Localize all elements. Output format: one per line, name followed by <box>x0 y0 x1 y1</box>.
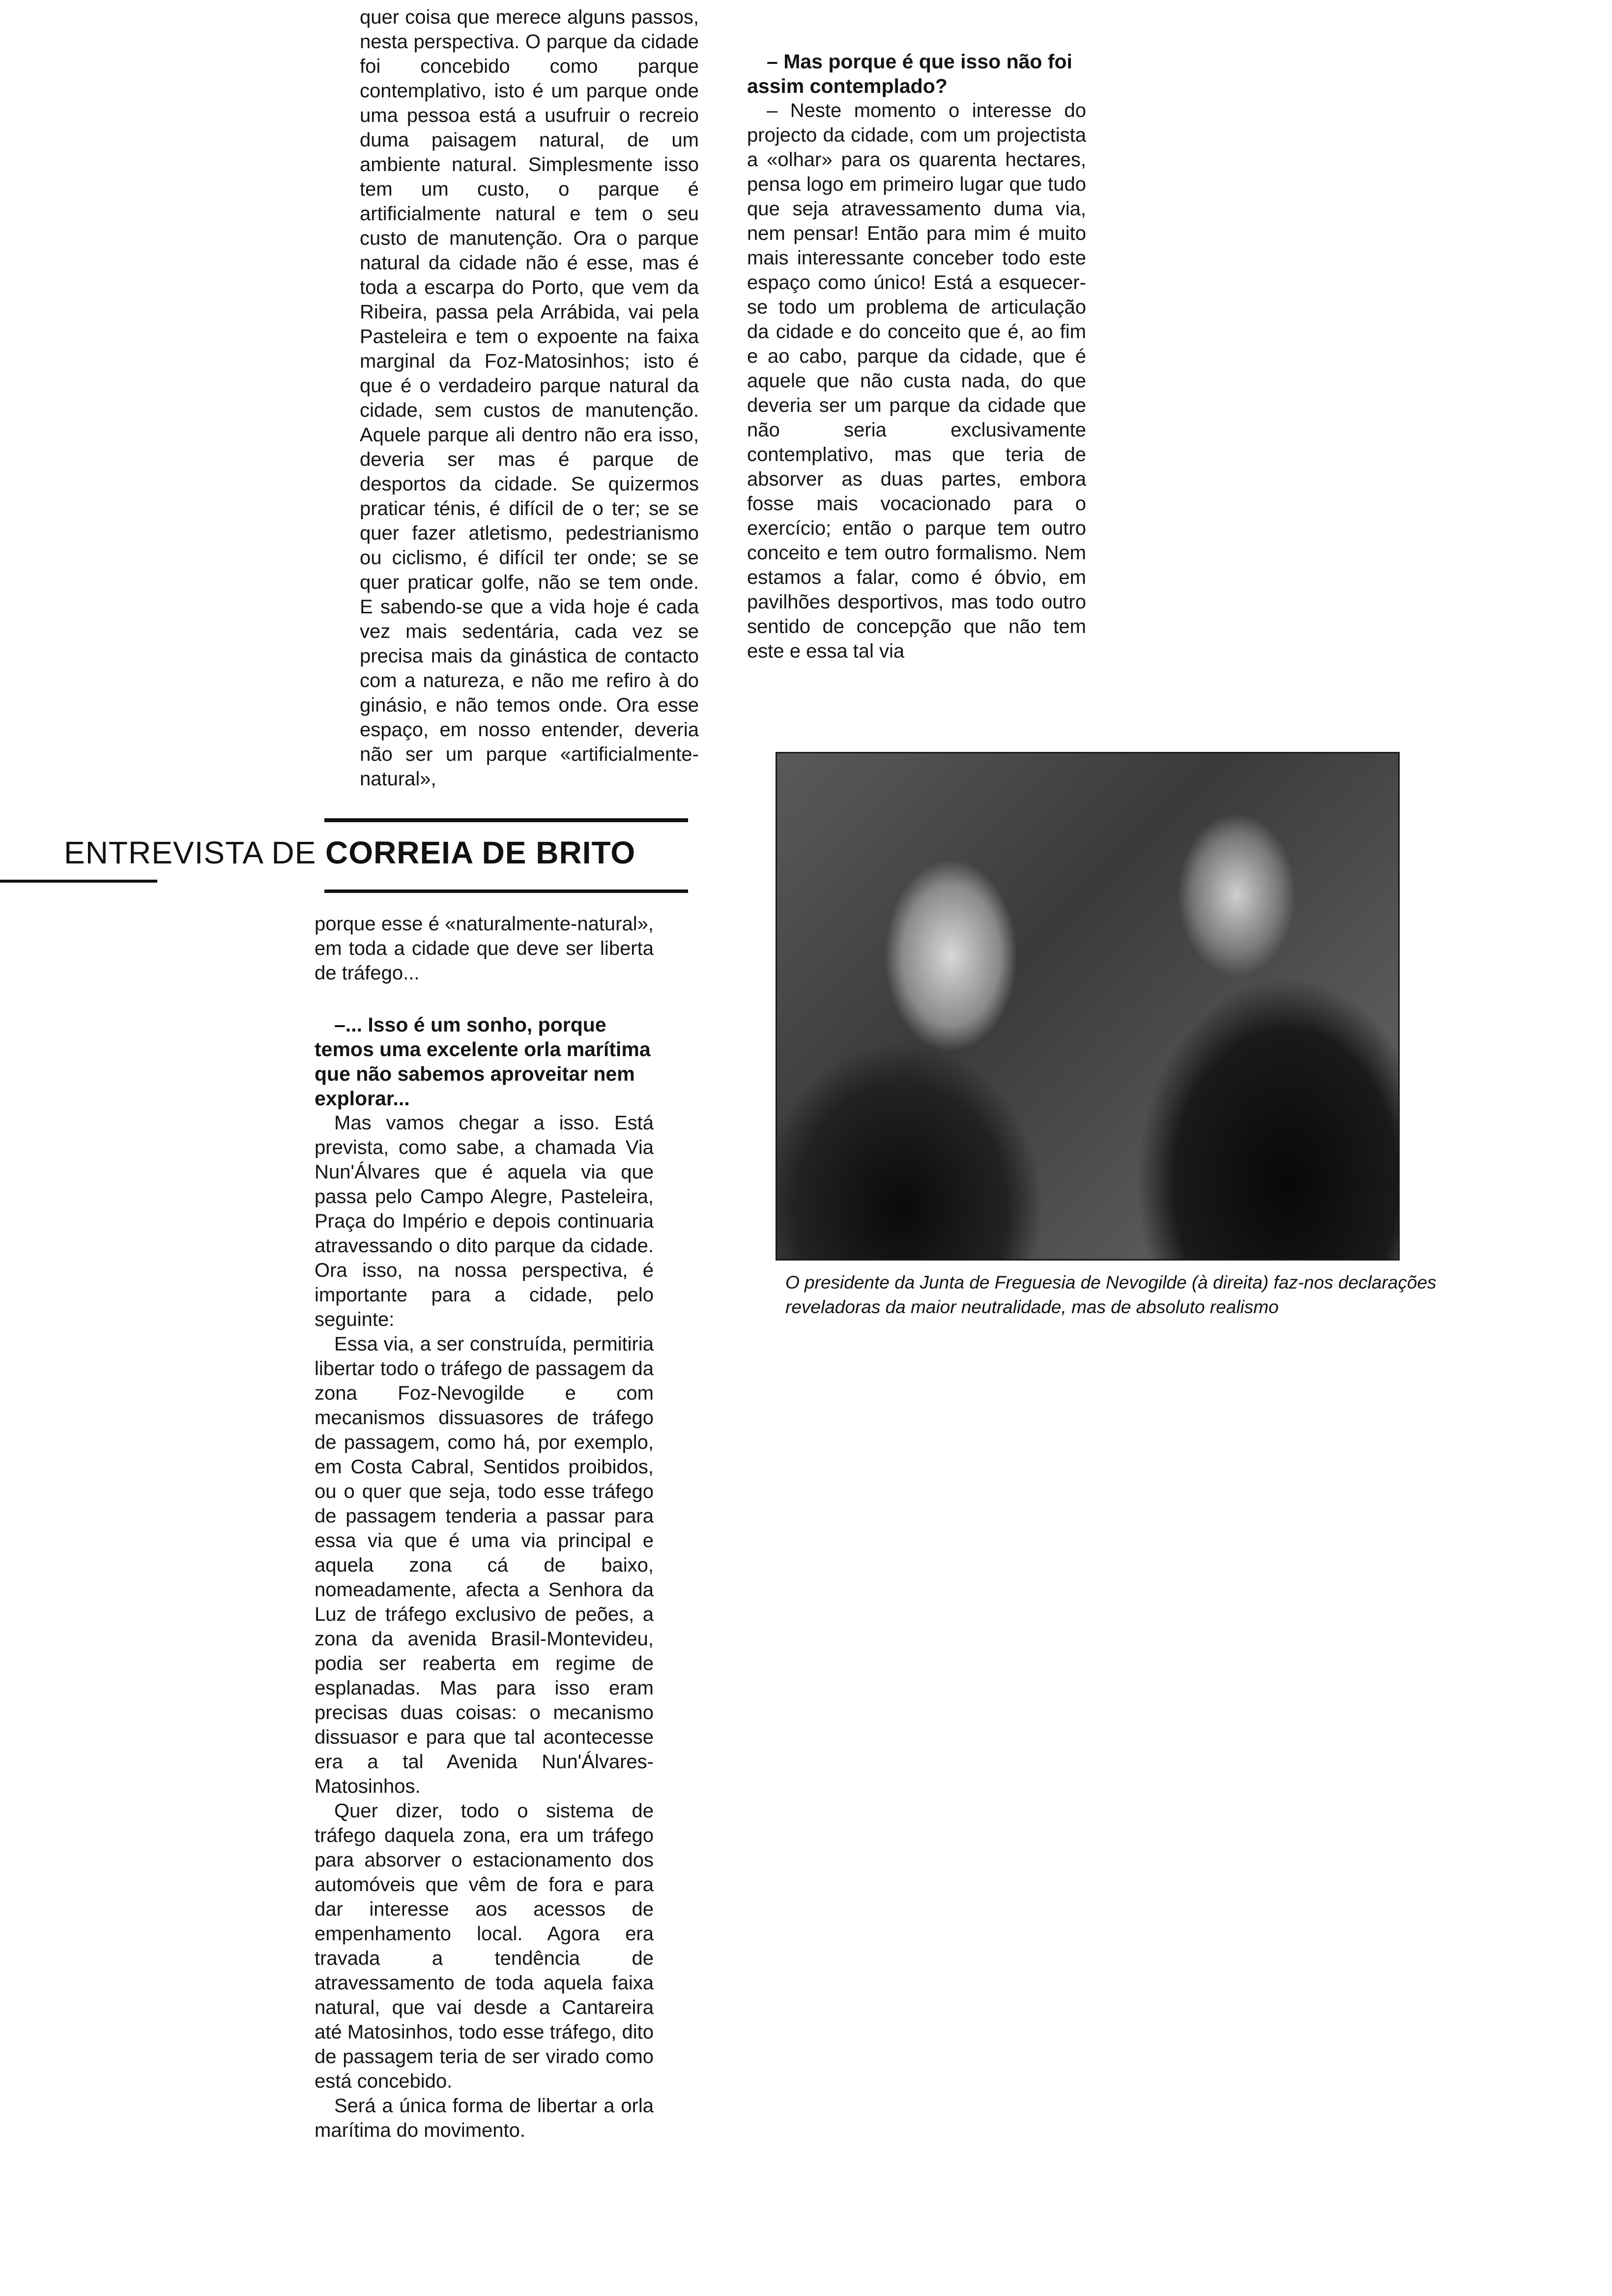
divider-rule-left <box>0 880 157 883</box>
article-column-bottom <box>315 912 654 2143</box>
article-column-top-left <box>360 5 699 791</box>
article-column-top-right <box>747 49 1086 663</box>
interview-question: –... Isso é um sonho, porque temos uma excelente orla marítima que não sabemos aproveitar nem explorar... <box>315 1013 651 1110</box>
interview-question: – Mas porque é que isso não foi assim contemplado? <box>747 50 1072 97</box>
paragraph: Será a única forma de libertar a orla marítima do movimento. <box>315 2095 654 2141</box>
paragraph: Mas vamos chegar a isso. Está prevista, como sabe, a chamada Via Nun'Álvares que é aquela via que passa pelo Campo Alegre, Pasteleira, Praça do Império e depois continuaria atravessando o dito parque da cidade. Ora isso, na nossa perspectiva, é importante para a cidade, pelo seguinte: <box>315 1112 654 1330</box>
news-photo <box>776 752 1400 1261</box>
paragraph: Quer dizer, todo o sistema de tráfego daquela zona, era um tráfego para absorver o estacionamento dos automóveis que vêm de fora e para dar interesse aos acessos de empenhamento local. Agora era travada a tendência de atravessamento de toda aquela faixa natural, que vai desde a Cantareira até Matosinhos, todo esse tráfego, dito de passagem teria de ser virado como está concebido. <box>315 1800 654 2092</box>
paragraph: porque esse é «naturalmente-natural», em toda a cidade que deve ser liberta de tráfego... <box>315 913 654 984</box>
headline-name: CORREIA DE BRITO <box>325 835 636 870</box>
paragraph: Essa via, a ser construída, permitiria libertar todo o tráfego de passagem da zona Foz-Nevogilde e com mecanismos dissuasores de tráfego de passagem, como há, por exemplo, em Costa Cabral, Sentidos proibidos, ou o quer que seja, todo esse tráfego de passagem tenderia a passar para essa via que é uma via principal e aquela zona cá de baixo, nomeadamente, afecta a Senhora da Luz de tráfego exclusivo de peões, a zona da avenida Brasil-Montevideu, podia ser reaberta em regime de esplanadas. Mas para isso eram precisas duas coisas: o mecanismo dissuasor e para que tal acontecesse era a tal Avenida Nun'Álvares-Matosinhos. <box>315 1333 654 1797</box>
paragraph: – Neste momento o interesse do projecto da cidade, com um projectista a «olhar» para os quarenta hectares, pensa logo em primeiro lugar que tudo que seja atravessamento duma via, nem pensar! Então para mim é muito mais interessante conceber todo este espaço como único! Está a esquecer-se todo um problema de articulação da cidade e do conceito que é, ao fim e ao cabo, parque da cidade, que é aquele que não custa nada, do que deveria ser um parque da cidade que não seria exclusivamente contemplativo, mas que teria de absorver as duas partes, embora fosse mais vocacionado para o exercício; então o parque tem outro conceito e tem outro formalismo. Nem estamos a falar, como é óbvio, em pavilhões desportivos, mas todo outro sentido de concepção que não tem este e essa tal via <box>747 100 1086 662</box>
headline-prefix: ENTREVISTA DE <box>64 835 326 870</box>
photo-caption: O presidente da Junta de Freguesia de Nevogilde (à direita) faz-nos declarações reveladoras da maior neutralidade, mas de absoluto realismo <box>785 1272 1437 1317</box>
headline <box>64 831 635 875</box>
paragraph: quer coisa que merece alguns passos, nesta perspectiva. O parque da cidade foi concebido como parque contemplativo, isto é um parque onde uma pessoa está a usufruir o recreio duma paisagem natural, de um ambiente natural. Simplesmente isso tem um custo, o parque é artificialmente natural e tem o seu custo de manutenção. Ora o parque natural da cidade não é esse, mas é toda a escarpa do Porto, que vem da Ribeira, passa pela Arrábida, vai pela Pasteleira e tem o expoente na faixa marginal da Foz-Matosinhos; isto é que é o verdadeiro parque natural da cidade, sem custos de manutenção. Aquele parque ali dentro não era isso, deveria ser mas é parque de desportos da cidade. Se quizermos praticar ténis, é difícil de o ter; se se quer fazer atletismo, pedestrianismo ou ciclismo, é difícil ter onde; se se quer praticar golfe, não se tem onde. E sabendo-se que a vida hoje é cada vez mais sedentária, cada vez se precisa mais da ginástica de contacto com a natureza, e não me refiro à do ginásio, e não temos onde. Ora esse espaço, em nosso entender, deveria não ser um parque «artificialmente-natural», <box>360 6 699 790</box>
divider-rule <box>324 818 688 822</box>
divider-rule <box>324 890 688 893</box>
